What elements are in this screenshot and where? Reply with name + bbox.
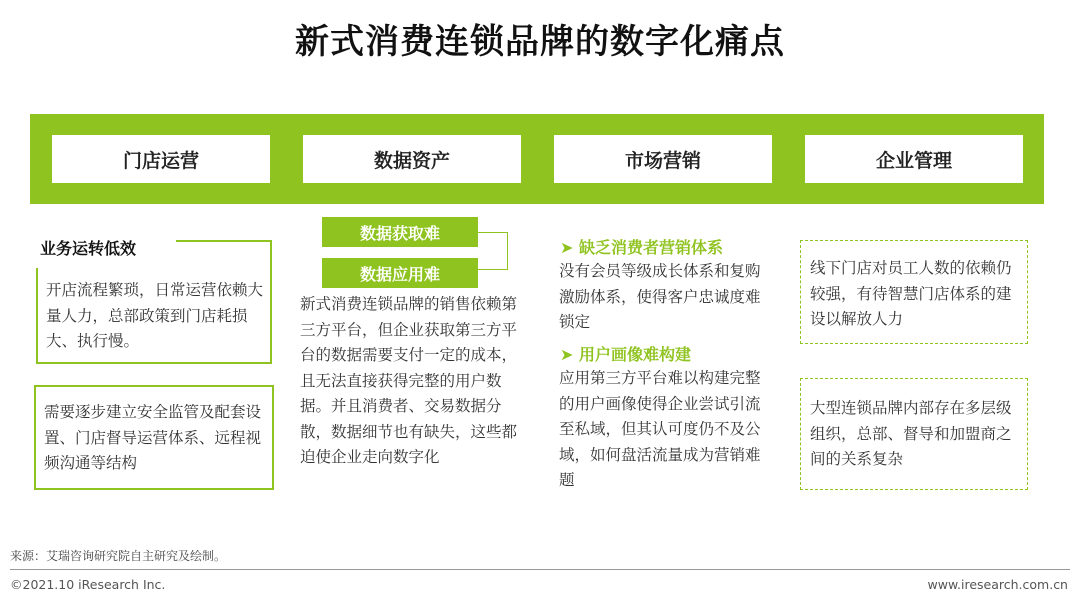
arrow-icon: ➤	[560, 238, 579, 257]
data-application-pill: 数据应用难	[322, 258, 478, 288]
tab-data-assets: 数据资产	[303, 135, 521, 183]
marketing-text-2: 应用第三方平台难以构建完整的用户画像使得企业尝试引流至私域，但其认可度仍不及公域，如何盘活流量成为营销难题	[559, 369, 761, 489]
management-text-1: 线下门店对员工人数的依赖仍较强，有待智慧门店体系的建设以解放人力	[810, 259, 1012, 328]
marketing-text-1: 没有会员等级成长体系和复购激励体系，使得客户忠诚度难锁定	[559, 262, 761, 331]
tab-store-operations: 门店运营	[52, 135, 270, 183]
page-title: 新式消费连锁品牌的数字化痛点	[295, 22, 785, 62]
marketing-heading-2-label: 用户画像难构建	[578, 345, 691, 364]
data-acquisition-pill: 数据获取难	[322, 217, 478, 247]
tab-enterprise-management: 企业管理	[805, 135, 1023, 183]
data-assets-text: 新式消费连锁品牌的销售依赖第三方平台，但企业获取第三方平台的数据需要支付一定的成本，且无法直接获得完整的用户数据。并且消费者、交易数据分散，数据细节也有缺失，这些都迫使企业走向数字化	[300, 295, 518, 466]
website-link[interactable]: www.iresearch.com.cn	[927, 577, 1068, 592]
management-text-2: 大型连锁品牌内部存在多层级组织，总部、督导和加盟商之间的关系复杂	[810, 399, 1012, 468]
tab-marketing: 市场营销	[554, 135, 772, 183]
frame-line	[176, 240, 272, 242]
marketing-heading-2	[560, 342, 691, 365]
operations-needs-text: 需要逐步建立安全监管及配套设置、门店督导运营体系、远程视频沟通等结构	[44, 403, 262, 472]
frame-line	[36, 268, 38, 364]
marketing-heading-1-label: 缺乏消费者营销体系	[578, 238, 723, 257]
footer-divider	[10, 569, 1070, 570]
category-band	[30, 114, 1044, 204]
operations-text: 开店流程繁琐，日常运营依赖大量人力，总部政策到门店耗损大、执行慢。	[46, 281, 264, 350]
operations-heading: 业务运转低效	[40, 239, 137, 258]
pill-bracket	[478, 232, 508, 270]
marketing-heading-1	[560, 235, 723, 258]
arrow-icon: ➤	[560, 345, 579, 364]
copyright: ©2021.10 iResearch Inc.	[10, 577, 166, 592]
source-note: 来源：艾瑞咨询研究院自主研究及绘制。	[10, 549, 227, 563]
